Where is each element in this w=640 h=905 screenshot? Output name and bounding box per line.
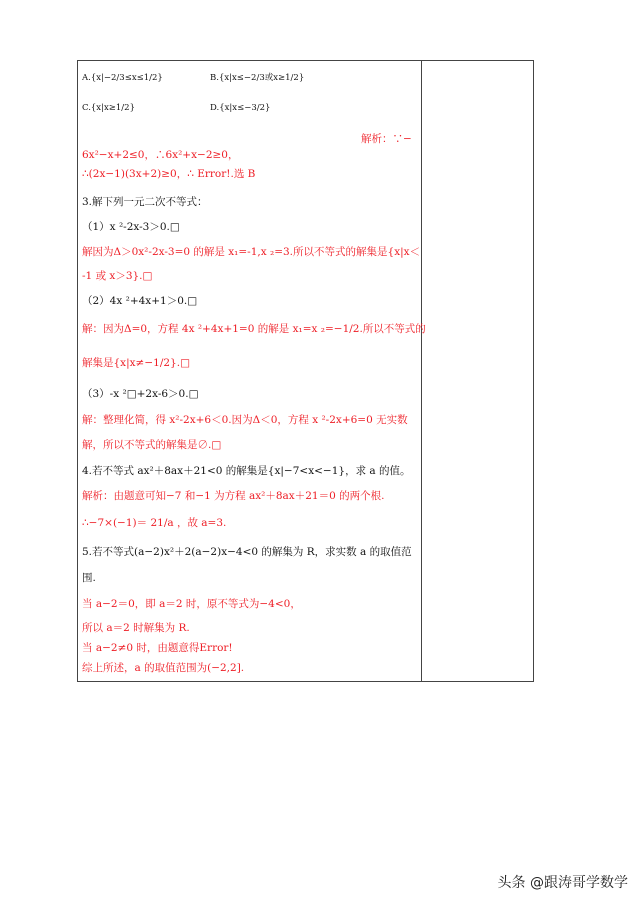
q3-part-3-solution-a: 解：整理化简，得 x²-2x+6＜0.因为Δ＜0，方程 x ²-2x+6=0 无实数: [82, 414, 408, 426]
q3-part-2: （2）4x ²+4x+1＞0.□: [82, 295, 198, 307]
watermark: 头条 @跟涛哥学数学: [497, 875, 628, 891]
q2-solution-line-2: ∴(2x−1)(3x+2)≥0，∴ Error!.选 B: [82, 168, 256, 180]
q3-part-1: （1）x ²-2x-3＞0.□: [82, 221, 180, 233]
q4-solution-a: 解析：由题意可知−7 和−1 为方程 ax²＋8ax＋21＝0 的两个根.: [82, 490, 385, 502]
option-b: B.{x|x≤−2/3或x≥1/2}: [210, 73, 305, 83]
q3-part-3: （3）-x ²□+2x-6＞0.□: [82, 388, 199, 400]
option-d: D.{x|x≤−3/2}: [210, 103, 271, 113]
q3-part-1-solution-b: -1 或 x＞3}.□: [82, 270, 153, 282]
q2-solution-line-1: 6x²−x+2≤0，∴6x²+x−2≥0，: [82, 149, 239, 161]
q3-title: 3.解下列一元二次不等式：: [82, 196, 208, 208]
column-divider: [421, 61, 422, 681]
q5-title-b: 围.: [82, 572, 96, 584]
solution-table: [77, 60, 534, 682]
q3-part-3-solution-b: 解，所以不等式的解集是∅.□: [82, 439, 222, 451]
q5-solution-2: 所以 a＝2 时解集为 R.: [82, 622, 190, 634]
q4-title: 4.若不等式 ax²＋8ax＋21<0 的解集是{x|−7<x<−1}，求 a 的值。: [82, 465, 411, 477]
option-c: C.{x|x≥1/2}: [82, 103, 135, 113]
q4-solution-b: ∴−7×(−1)＝ 21/a ，故 a=3.: [82, 517, 227, 529]
q5-title-a: 5.若不等式(a−2)x²＋2(a−2)x−4<0 的解集为 R，求实数 a 的取值范: [82, 546, 412, 558]
q5-solution-1: 当 a−2＝0，即 a＝2 时，原不等式为−4<0，: [82, 598, 301, 610]
q5-solution-3: 当 a−2≠0 时，由题意得Error!: [82, 642, 233, 654]
q5-solution-4: 综上所述，a 的取值范围为(−2,2].: [82, 662, 245, 674]
q3-part-1-solution-a: 解因为Δ＞0x²-2x-3=0 的解是 x₁=-1,x ₂=3.所以不等式的解集是{x|x＜: [82, 246, 421, 258]
q3-part-2-solution-b: 解集是{x|x≠−1/2}.□: [82, 357, 190, 369]
option-a: A.{x|−2/3≤x≤1/2}: [82, 73, 163, 83]
q3-part-2-solution-a: 解：因为Δ=0，方程 4x ²+4x+1=0 的解是 x₁=x ₂=−1/2.所以不等式的: [82, 323, 426, 335]
q2-solution-label: 解析：∵−: [361, 133, 412, 145]
